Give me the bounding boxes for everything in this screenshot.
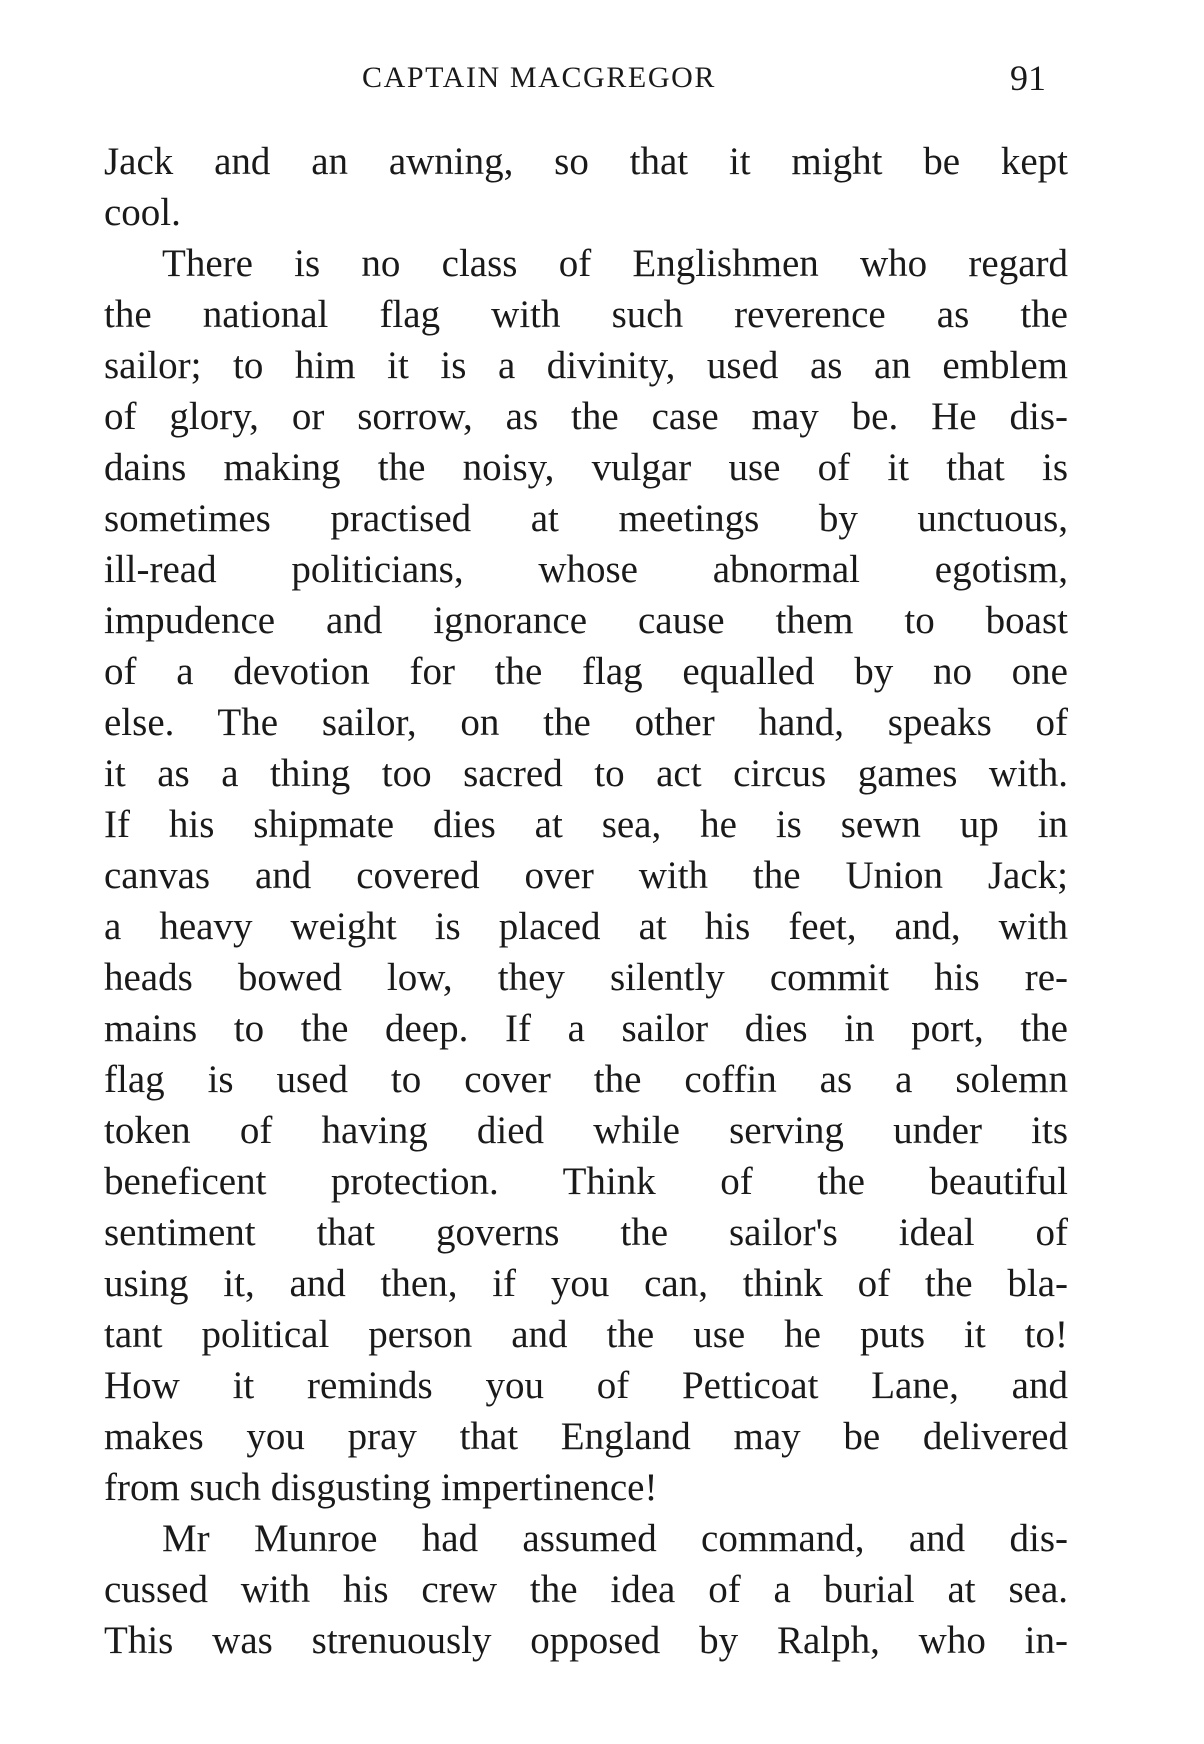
text-line: canvas and covered over with the Union Jack;	[104, 854, 1068, 897]
text-line: using it, and then, if you can, think of the bla-	[104, 1262, 1068, 1305]
text-line: the national flag with such reverence as the	[104, 293, 1068, 336]
text-line: sentiment that governs the sailor's ideal of	[104, 1211, 1068, 1254]
text-line: sailor; to him it is a divinity, used as an emblem	[104, 344, 1068, 387]
text-line: dains making the noisy, vulgar use of it that is	[104, 446, 1068, 489]
text-line: ill-read politicians, whose abnormal egotism,	[104, 548, 1068, 591]
text-line: mains to the deep. If a sailor dies in port, the	[104, 1007, 1068, 1050]
running-head	[0, 58, 1204, 98]
text-line: else. The sailor, on the other hand, speaks of	[104, 701, 1068, 744]
text-line: token of having died while serving under its	[104, 1109, 1068, 1152]
text-line: If his shipmate dies at sea, he is sewn up in	[104, 803, 1068, 846]
text-line: of a devotion for the flag equalled by no one	[104, 650, 1068, 693]
text-line: heads bowed low, they silently commit his re-	[104, 956, 1068, 999]
text-line: flag is used to cover the coffin as a solemn	[104, 1058, 1068, 1101]
text-line: cool.	[104, 191, 181, 234]
text-line: a heavy weight is placed at his feet, and, with	[104, 905, 1068, 948]
text-line: from such disgusting impertinence!	[104, 1466, 658, 1509]
text-line: Mr Munroe had assumed command, and dis-	[162, 1517, 1068, 1560]
text-line: How it reminds you of Petticoat Lane, and	[104, 1364, 1068, 1407]
text-line: cussed with his crew the idea of a burial at sea.	[104, 1568, 1068, 1611]
text-line: sometimes practised at meetings by unctuous,	[104, 497, 1068, 540]
text-line: it as a thing too sacred to act circus games with.	[104, 752, 1068, 795]
page-number: 91	[1010, 58, 1046, 98]
text-line: impudence and ignorance cause them to boast	[104, 599, 1068, 642]
text-line: Jack and an awning, so that it might be kept	[104, 140, 1068, 183]
running-title: CAPTAIN MACGREGOR	[362, 61, 716, 94]
text-line: There is no class of Englishmen who regard	[162, 242, 1068, 285]
text-line: of glory, or sorrow, as the case may be. He dis-	[104, 395, 1068, 438]
text-line: This was strenuously opposed by Ralph, who in-	[104, 1619, 1068, 1662]
body-text	[104, 136, 1068, 1666]
text-line: tant political person and the use he puts it to!	[104, 1313, 1068, 1356]
text-line: makes you pray that England may be delivered	[104, 1415, 1068, 1458]
text-line: beneficent protection. Think of the beautiful	[104, 1160, 1068, 1203]
